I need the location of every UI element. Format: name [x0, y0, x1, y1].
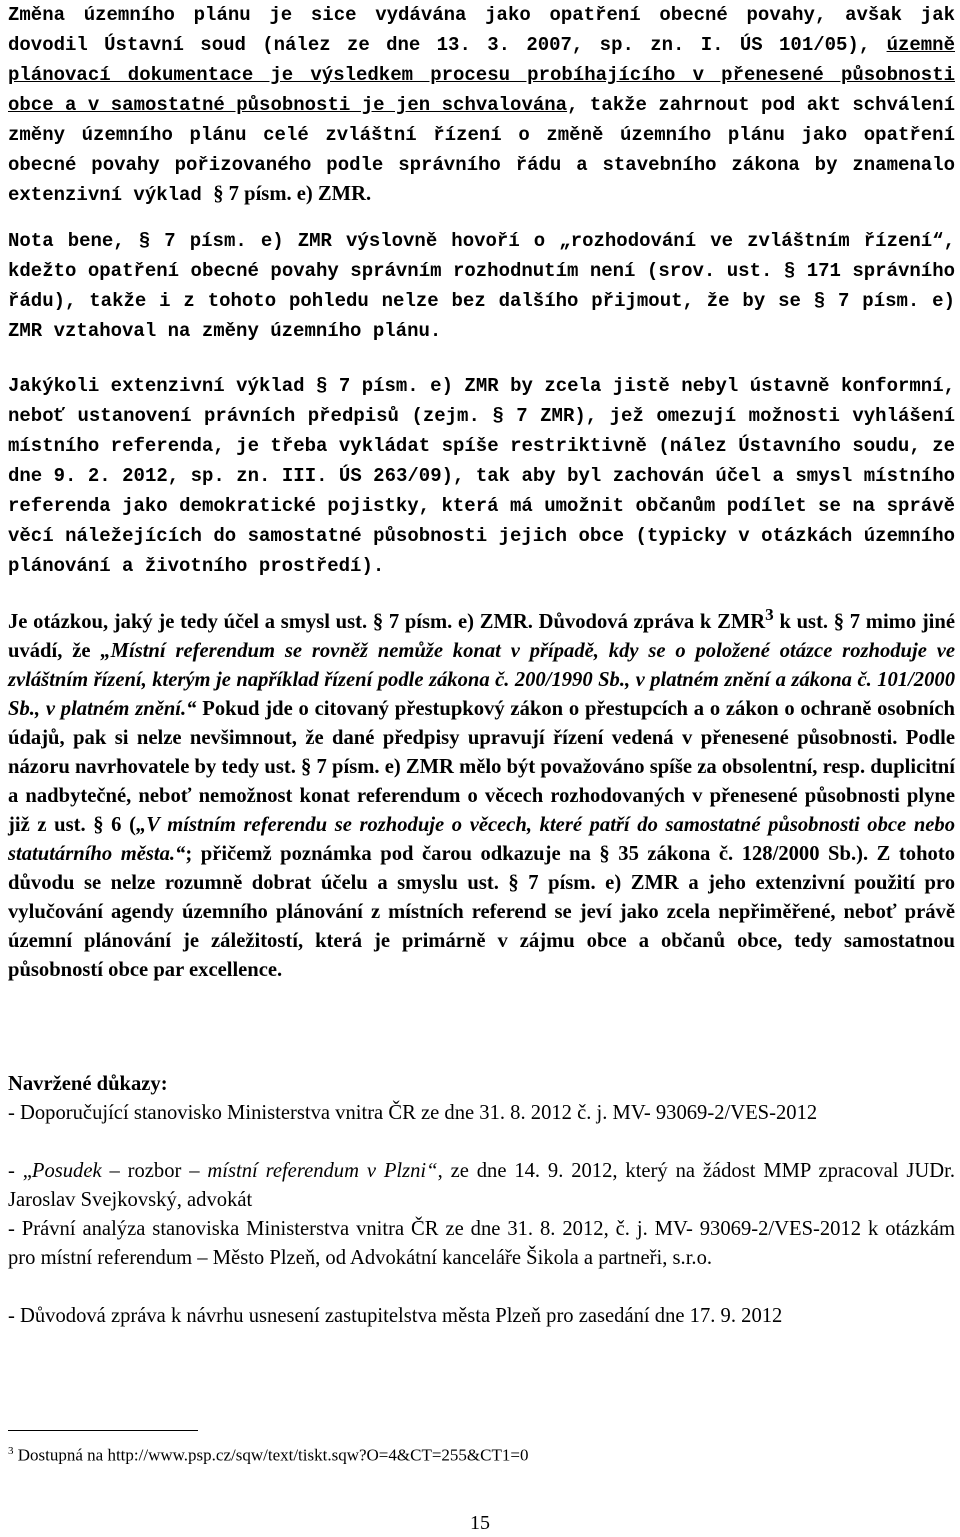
evidence-item-2 [8, 1157, 955, 1215]
p4-text-a: Je otázkou, jaký je tedy účel a smysl ust. § 7 písm. e) ZMR. Důvodová zpráva k ZMR [8, 610, 766, 633]
evidence-item-2-b: Posudek [31, 1160, 102, 1182]
p3-text: Jakýkoli extenzivní výklad § 7 písm. e) ZMR by zcela jistě nebyl ústavně konformní, neboť ustanovení právních předpisů (zejm. § 7 ZMR), jež omezují možnosti vyhlášení místního referenda, je třeba vykládat spíše restriktivně (nález Ústavního soudu, ze dne 9. 2. 2012, sp. zn. III. ÚS 263/09), tak aby byl zachován účel a smysl místního referenda jako demokratické pojistky, která má umožnit občanům podílet se na správě věcí náležejících do samostatné působnosti jejich obce (typicky v otázkách územního plánování a životního prostředí). [8, 375, 955, 577]
evidence-item-4: - Důvodová zpráva k návrhu usnesení zastupitelstva města Plzeň pro zasedání dne 17. 9. 2012 [8, 1305, 783, 1327]
p1-text-c: , takže zahrnout pod akt schválení změny územního plánu celé zvláštní řízení o změně územního plánu jako opatření obecné povahy pořizovaného podle správního řádu a stavebního zákona by znamenalo extenzivní výklad [8, 94, 955, 206]
evidence-item-2-a: - „ [8, 1160, 32, 1182]
footnote-ref: 3 [765, 605, 774, 624]
footnote-mark: 3 [8, 1445, 14, 1457]
paragraph-3 [8, 371, 955, 581]
p2-text: Nota bene, § 7 písm. e) ZMR výslovně hovoří o „rozhodování ve zvláštním řízení“, kdežto opatření obecné povahy správním rozhodnutím není (srov. ust. § 171 správního řádu), takže i z tohoto pohledu nelze bez dalšího přijmout, že by se § 7 písm. e) ZMR vztahoval na změny územního plánu. [8, 230, 955, 342]
evidence-item-3: - Právní analýza stanoviska Ministerstva vnitra ČR ze dne 31. 8. 2012, č. j. MV- 93069-2/VES-2012 k otázkám pro místní referendum – Město Plzeň, od Advokátní kanceláře Šikola a partneři, s.r.o. [8, 1218, 955, 1269]
footnote-divider [8, 1430, 198, 1431]
evidence-heading: Navržené důkazy: [8, 1073, 168, 1095]
evidence-item-2-e: , ze dne 14. 9. 2012, který na žádost MMP zpracoval JUDr. Jaroslav Svejkovský, advokát [8, 1160, 955, 1211]
footnote-text: Dostupná na http://www.psp.cz/sqw/text/tiskt.sqw?O=4&CT=255&CT1=0 [13, 1445, 529, 1465]
p1-text-d: § 7 písm. e) ZMR. [213, 183, 372, 205]
paragraph-1 [8, 0, 955, 210]
paragraph-2 [8, 226, 955, 346]
paragraph-4 [8, 600, 955, 985]
p4-quote: „Místní referendum se rovněž nemůže konat v případě, kdy se o položené otázce rozhoduje ve zvláštním řízení, kterým je například řízení podle zákona č. 200/1990 Sb., v platném znění a zákona č. 101/2000 Sb., v platném znění.“ [8, 639, 956, 720]
evidence-item-2-c: – rozbor – [101, 1160, 208, 1182]
p1-text-a: Změna územního plánu je sice vydávána jako opatření obecné povahy, avšak jak dovodil Ústavní soud (nález ze dne 13. 3. 2007, sp. zn. I. ÚS 101/05), [8, 4, 955, 56]
p1-text-underlined: územně plánovací dokumentace je výsledkem procesu probíhajícího v přenesené působnosti obce a v samostatné působnosti je jen schvalována [8, 34, 955, 116]
p4-text-c: Pokud jde o citovaný přestupkový zákon o přestupcích a o zákon o ochraně osobních údajů, pak si nelze nevšimnout, že dané předpisy upravují řízení vedená v přenesené působnosti. Podle názoru navrhovatele by tedy ust. § 7 písm. e) ZMR mělo být považováno spíše za obsolentní, resp. duplicitní a nadbytečné, neboť nemožnost konat referendum o věcech rozhodovaných v přenesené působnosti plyne již z ust. § 6 ( [8, 697, 955, 836]
evidence-item-2-d: místní referendum v Plzni“ [207, 1160, 438, 1182]
p4-quote-2: „V místním referendu se rozhoduje o věcech, které patří do samostatné působnosti obce nebo statutárního města.“ [8, 813, 956, 865]
evidence-item-1: - Doporučující stanovisko Ministerstva vnitra ČR ze dne 31. 8. 2012 č. j. MV- 93069-2/VES-2012 [8, 1102, 818, 1124]
p4-text-d: ; přičemž poznámka pod čarou odkazuje na § 35 zákona č. 128/2000 Sb.). Z tohoto důvodu se nelze rozumně dobrat účelu a smyslu ust. § 7 písm. e) ZMR a jeho extenzivní použití pro vylučování agendy územního plánování z místních referend se jeví jako zcela nepřiměřené, neboť právě územní plánování je záležitostí, která je primárně v zájmu obce a občanů obce, tedy samostatnou působností obce par excellence. [8, 842, 955, 981]
p4-text-b: k ust. § 7 mimo jiné uvádí, že [8, 610, 955, 662]
footnote [8, 1440, 528, 1467]
page-number: 15 [470, 1512, 490, 1534]
